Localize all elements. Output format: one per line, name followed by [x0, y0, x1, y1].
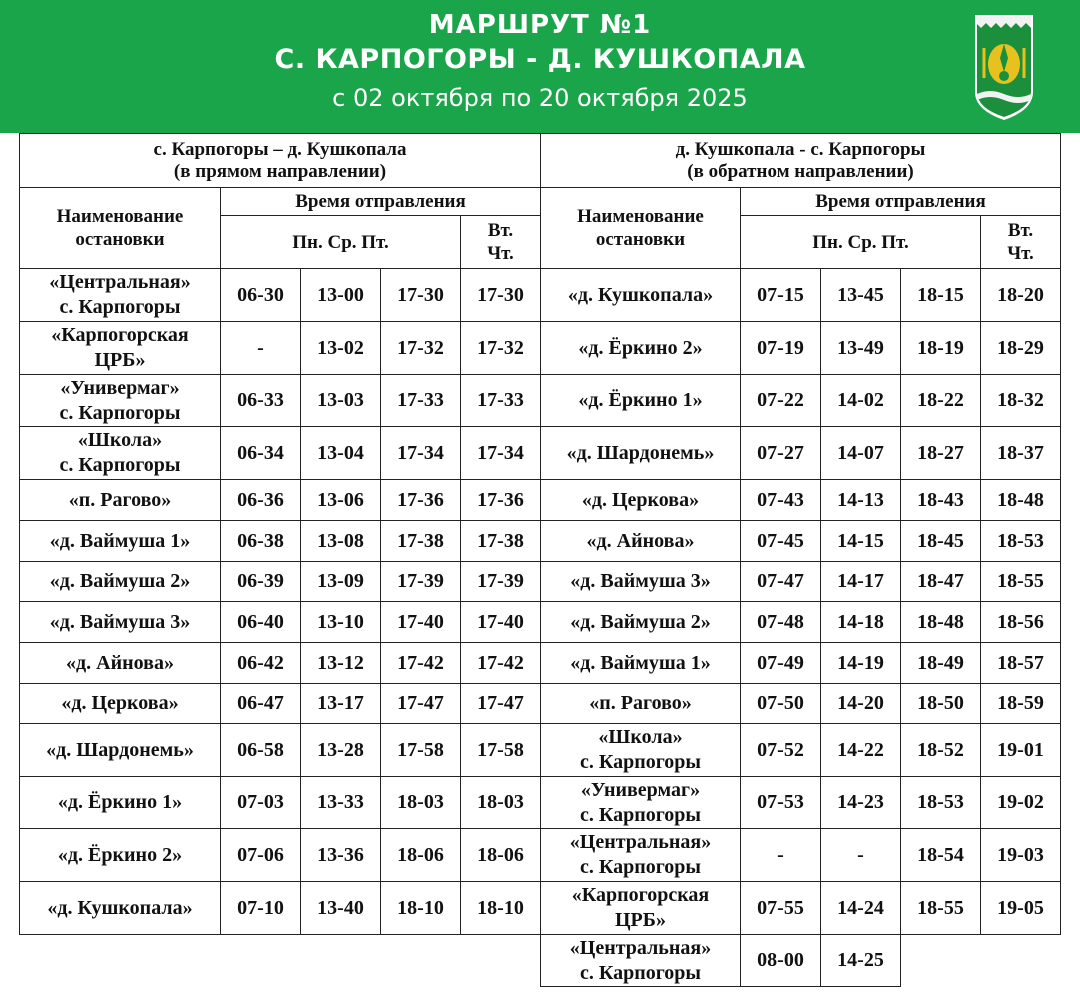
departure-time: 06-47	[221, 684, 301, 724]
stop-name: «д. Церкова»	[20, 684, 221, 724]
days-mon-wed-fri-header: Пн. Ср. Пт.	[741, 216, 981, 269]
stop-name: «д. Ваймуша 1»	[20, 521, 221, 562]
stop-name: «д. Шардонемь»	[541, 427, 741, 480]
stop-name: «д. Айнова»	[20, 643, 221, 684]
stop-name: «Центральная» с. Карпогоры	[541, 829, 741, 882]
stop-name-header: Наименование остановки	[20, 188, 221, 269]
departure-time: 18-10	[381, 882, 461, 935]
table-row	[20, 562, 541, 602]
departure-time: 07-10	[221, 882, 301, 935]
stop-name: «п. Рагово»	[541, 684, 741, 724]
departure-time: 18-27	[901, 427, 981, 480]
departure-time: 17-39	[461, 562, 541, 602]
departure-time: 17-42	[461, 643, 541, 684]
departure-time: 13-03	[301, 375, 381, 427]
table-row	[541, 427, 1061, 480]
days-tue-thu-header: Вт. Чт.	[981, 216, 1061, 269]
departure-time: 17-30	[381, 269, 461, 322]
departure-time: 14-07	[821, 427, 901, 480]
table-row	[20, 322, 541, 375]
departure-time: 18-49	[901, 643, 981, 684]
departure-time: 18-47	[901, 562, 981, 602]
departure-time: 13-40	[301, 882, 381, 935]
departure-time-header: Время отправления	[221, 188, 541, 216]
departure-time: 19-01	[981, 724, 1061, 777]
route-name: С. КАРПОГОРЫ - Д. КУШКОПАЛА	[274, 44, 806, 75]
departure-time: 13-09	[301, 562, 381, 602]
stop-name-header: Наименование остановки	[541, 188, 741, 269]
departure-time: 07-22	[741, 375, 821, 427]
departure-time: 07-50	[741, 684, 821, 724]
departure-time: 17-30	[461, 269, 541, 322]
departure-time: 17-32	[381, 322, 461, 375]
table-row	[20, 777, 541, 829]
departure-time: 18-06	[381, 829, 461, 882]
validity-dates: с 02 октября по 20 октября 2025	[332, 84, 748, 112]
backward-timetable	[540, 133, 1061, 987]
departure-time: 14-22	[821, 724, 901, 777]
departure-time-header: Время отправления	[741, 188, 1061, 216]
departure-time: 14-17	[821, 562, 901, 602]
coat-of-arms-icon	[974, 14, 1034, 122]
departure-time: 06-36	[221, 480, 301, 521]
departure-time: 07-55	[741, 882, 821, 935]
departure-time: 17-33	[461, 375, 541, 427]
departure-time: -	[821, 829, 901, 882]
departure-time: 06-42	[221, 643, 301, 684]
departure-time: 14-25	[821, 935, 901, 987]
departure-time: 18-48	[901, 602, 981, 643]
departure-time: 13-45	[821, 269, 901, 322]
departure-time: 14-24	[821, 882, 901, 935]
departure-time: -	[741, 829, 821, 882]
stop-name: «д. Ёркино 2»	[20, 829, 221, 882]
departure-time: 07-06	[221, 829, 301, 882]
stop-name: «д. Шардонемь»	[20, 724, 221, 777]
table-row	[20, 269, 541, 322]
departure-time: 17-58	[381, 724, 461, 777]
departure-time: 18-55	[901, 882, 981, 935]
departure-time: 14-02	[821, 375, 901, 427]
departure-time: 13-28	[301, 724, 381, 777]
days-mon-wed-fri-header: Пн. Ср. Пт.	[221, 216, 461, 269]
departure-time: 18-22	[901, 375, 981, 427]
stop-name: «д. Ёркино 1»	[20, 777, 221, 829]
stop-name: «д. Ваймуша 3»	[541, 562, 741, 602]
table-row	[20, 684, 541, 724]
stop-name: «Карпогорская ЦРБ»	[541, 882, 741, 935]
stop-name: «Карпогорская ЦРБ»	[20, 322, 221, 375]
stop-name: «Центральная» с. Карпогоры	[20, 269, 221, 322]
departure-time: 19-03	[981, 829, 1061, 882]
table-row	[541, 375, 1061, 427]
stop-name: «д. Ёркино 2»	[541, 322, 741, 375]
empty-cell	[981, 935, 1061, 987]
table-row	[541, 643, 1061, 684]
departure-time: 06-30	[221, 269, 301, 322]
table-row	[541, 829, 1061, 882]
stop-name: «д. Кушкопала»	[541, 269, 741, 322]
table-row	[541, 521, 1061, 562]
stop-name: «Центральная» с. Карпогоры	[541, 935, 741, 987]
departure-time: 18-19	[901, 322, 981, 375]
departure-time: 17-34	[381, 427, 461, 480]
backward-direction-header: д. Кушкопала - с. Карпогоры (в обратном направлении)	[541, 134, 1061, 188]
table-row	[20, 602, 541, 643]
departure-time: 19-02	[981, 777, 1061, 829]
stop-name: «д. Ваймуша 1»	[541, 643, 741, 684]
departure-time: 14-23	[821, 777, 901, 829]
table-row	[20, 521, 541, 562]
departure-time: 17-39	[381, 562, 461, 602]
table-row	[541, 322, 1061, 375]
departure-time: 06-58	[221, 724, 301, 777]
departure-time: -	[221, 322, 301, 375]
departure-time: 18-32	[981, 375, 1061, 427]
stop-name: «Школа» с. Карпогоры	[541, 724, 741, 777]
departure-time: 18-15	[901, 269, 981, 322]
departure-time: 17-40	[461, 602, 541, 643]
stop-name: «д. Ваймуша 3»	[20, 602, 221, 643]
stop-name: «Школа» с. Карпогоры	[20, 427, 221, 480]
departure-time: 07-43	[741, 480, 821, 521]
empty-cell	[901, 935, 981, 987]
departure-time: 13-12	[301, 643, 381, 684]
stop-name: «д. Ёркино 1»	[541, 375, 741, 427]
departure-time: 17-58	[461, 724, 541, 777]
departure-time: 06-33	[221, 375, 301, 427]
departure-time: 17-47	[381, 684, 461, 724]
departure-time: 18-20	[981, 269, 1061, 322]
departure-time: 07-52	[741, 724, 821, 777]
departure-time: 17-47	[461, 684, 541, 724]
departure-time: 18-59	[981, 684, 1061, 724]
departure-time: 18-52	[901, 724, 981, 777]
departure-time: 17-42	[381, 643, 461, 684]
departure-time: 13-08	[301, 521, 381, 562]
table-row	[541, 724, 1061, 777]
table-row	[20, 829, 541, 882]
departure-time: 07-19	[741, 322, 821, 375]
table-row	[20, 724, 541, 777]
departure-time: 07-53	[741, 777, 821, 829]
departure-time: 06-38	[221, 521, 301, 562]
departure-time: 17-34	[461, 427, 541, 480]
departure-time: 18-37	[981, 427, 1061, 480]
stop-name: «д. Церкова»	[541, 480, 741, 521]
departure-time: 07-03	[221, 777, 301, 829]
table-row	[541, 935, 1061, 987]
departure-time: 13-10	[301, 602, 381, 643]
table-row	[541, 602, 1061, 643]
departure-time: 18-53	[981, 521, 1061, 562]
departure-time: 17-38	[381, 521, 461, 562]
departure-time: 18-06	[461, 829, 541, 882]
departure-time: 08-00	[741, 935, 821, 987]
stop-name: «д. Кушкопала»	[20, 882, 221, 935]
table-row	[20, 427, 541, 480]
departure-time: 19-05	[981, 882, 1061, 935]
table-row	[541, 269, 1061, 322]
departure-time: 13-02	[301, 322, 381, 375]
departure-time: 13-17	[301, 684, 381, 724]
departure-time: 18-45	[901, 521, 981, 562]
table-row	[20, 375, 541, 427]
departure-time: 18-29	[981, 322, 1061, 375]
departure-time: 07-27	[741, 427, 821, 480]
departure-time: 13-36	[301, 829, 381, 882]
departure-time: 18-43	[901, 480, 981, 521]
departure-time: 13-49	[821, 322, 901, 375]
departure-time: 07-47	[741, 562, 821, 602]
forward-timetable	[19, 133, 541, 935]
page-header	[0, 0, 1080, 133]
departure-time: 17-36	[381, 480, 461, 521]
days-tue-thu-header: Вт. Чт.	[461, 216, 541, 269]
departure-time: 14-18	[821, 602, 901, 643]
table-row	[541, 777, 1061, 829]
departure-time: 06-39	[221, 562, 301, 602]
departure-time: 14-20	[821, 684, 901, 724]
departure-time: 18-57	[981, 643, 1061, 684]
departure-time: 13-04	[301, 427, 381, 480]
departure-time: 17-40	[381, 602, 461, 643]
departure-time: 18-03	[381, 777, 461, 829]
departure-time: 17-32	[461, 322, 541, 375]
stop-name: «д. Ваймуша 2»	[541, 602, 741, 643]
departure-time: 14-19	[821, 643, 901, 684]
table-row	[20, 643, 541, 684]
table-row	[541, 562, 1061, 602]
table-row	[20, 882, 541, 935]
departure-time: 14-15	[821, 521, 901, 562]
stop-name: «д. Айнова»	[541, 521, 741, 562]
forward-direction-header: с. Карпогоры – д. Кушкопала (в прямом направлении)	[20, 134, 541, 188]
departure-time: 18-53	[901, 777, 981, 829]
departure-time: 07-15	[741, 269, 821, 322]
departure-time: 18-55	[981, 562, 1061, 602]
departure-time: 13-06	[301, 480, 381, 521]
stop-name: «п. Рагово»	[20, 480, 221, 521]
table-row	[20, 480, 541, 521]
departure-time: 07-45	[741, 521, 821, 562]
departure-time: 07-48	[741, 602, 821, 643]
departure-time: 18-48	[981, 480, 1061, 521]
departure-time: 06-40	[221, 602, 301, 643]
departure-time: 18-50	[901, 684, 981, 724]
departure-time: 17-38	[461, 521, 541, 562]
stop-name: «Универмаг» с. Карпогоры	[20, 375, 221, 427]
departure-time: 13-00	[301, 269, 381, 322]
departure-time: 18-56	[981, 602, 1061, 643]
table-row	[541, 684, 1061, 724]
departure-time: 17-36	[461, 480, 541, 521]
departure-time: 18-03	[461, 777, 541, 829]
departure-time: 06-34	[221, 427, 301, 480]
departure-time: 07-49	[741, 643, 821, 684]
stop-name: «Универмаг» с. Карпогоры	[541, 777, 741, 829]
route-number-title: МАРШРУТ №1	[428, 10, 652, 40]
departure-time: 17-33	[381, 375, 461, 427]
departure-time: 14-13	[821, 480, 901, 521]
table-row	[541, 480, 1061, 521]
departure-time: 18-10	[461, 882, 541, 935]
departure-time: 13-33	[301, 777, 381, 829]
stop-name: «д. Ваймуша 2»	[20, 562, 221, 602]
table-row	[541, 882, 1061, 935]
departure-time: 18-54	[901, 829, 981, 882]
